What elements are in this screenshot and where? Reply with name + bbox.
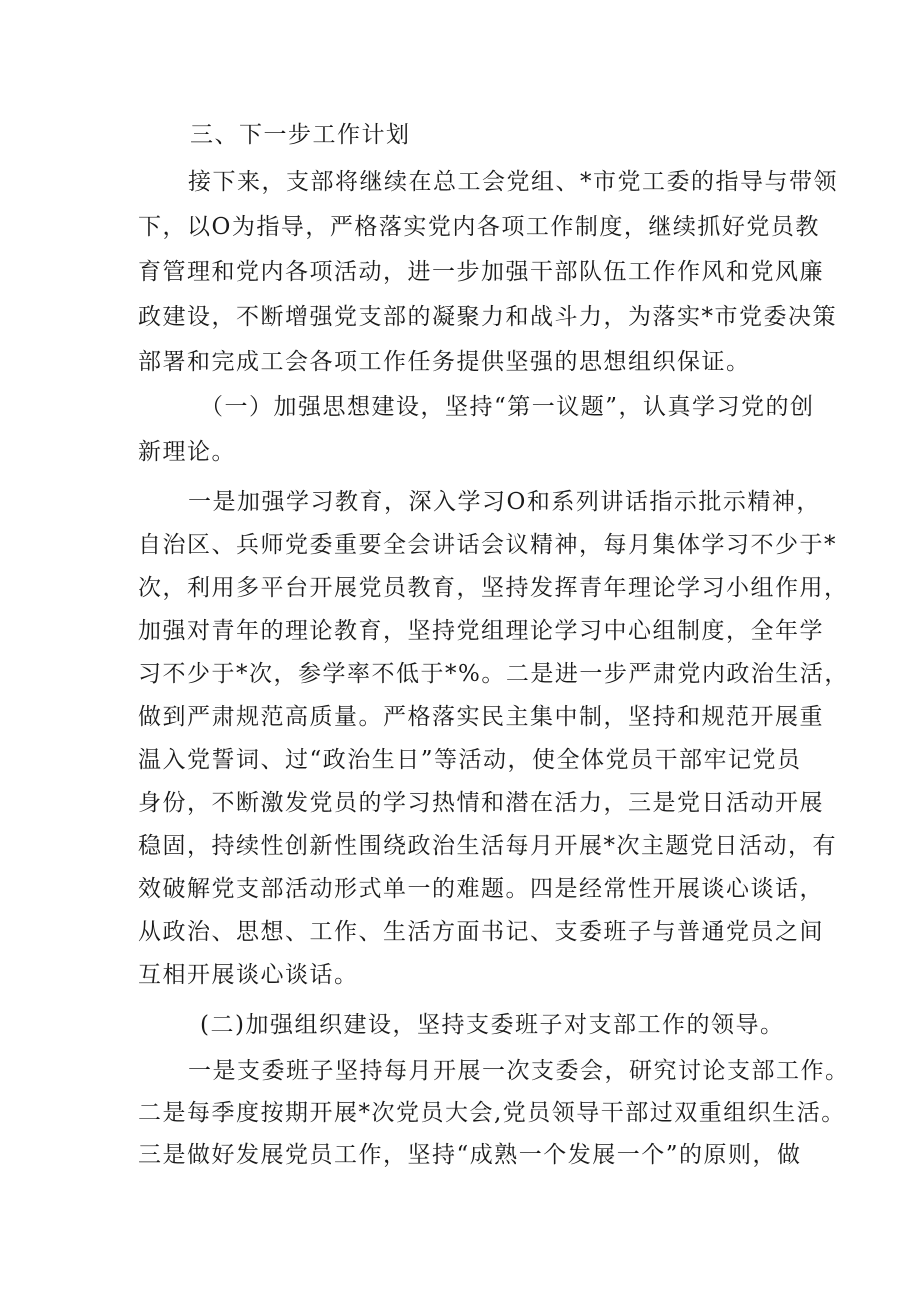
section2-body-line-2: 二是每季度按期开展*次党员大会,党员领导干部过双重组织生活。 <box>138 1100 846 1126</box>
section1-body-line-8: 身份，不断激发党员的学习热情和潜在活力，三是党日活动开展 <box>138 790 824 816</box>
section1-title-line-1: （一）加强思想建设，坚持“第一议题”，认真学习党的创 <box>200 394 815 420</box>
section2-title: (二)加强组织建设，坚持支委班子对支部工作的领导。 <box>200 1012 785 1038</box>
section1-body-line-6: 做到严肃规范高质量。严格落实民主集中制，坚持和规范开展重 <box>138 704 824 730</box>
intro-line-4: 政建设，不断增强党支部的凝聚力和战斗力，为落实*市党委决策 <box>138 304 837 330</box>
section1-body-line-5: 习不少于*次，参学率不低于*%。二是进一步严肃党内政治生活， <box>138 661 849 687</box>
intro-line-1: 接下来，支部将继续在总工会党组、*市党工委的指导与带领 <box>188 169 838 195</box>
intro-line-5: 部署和完成工会各项工作任务提供坚强的思想组织保证。 <box>138 349 751 375</box>
section1-body-line-4: 加强对青年的理论教育，坚持党组理论学习中心组制度，全年学 <box>138 618 824 644</box>
section1-body-line-3: 次，利用多平台开展党员教育，坚持发挥青年理论学习小组作用， <box>138 575 849 601</box>
section1-body-line-1: 一是加强学习教育，深入学习O和系列讲话指示批示精神， <box>188 489 821 515</box>
section1-body-line-7: 温入党誓词、过“政治生日”等活动，使全体党员干部牢记党员 <box>138 747 802 773</box>
section2-body-line-3: 三是做好发展党员工作，坚持“成熟一个发展一个”的原则，做 <box>138 1142 802 1168</box>
intro-line-2: 下，以O为指导，严格落实党内各项工作制度，继续抓好党员教 <box>138 214 820 240</box>
section1-title-line-2: 新理论。 <box>138 439 236 465</box>
section1-body-line-9: 稳固，持续性创新性围绕政治生活每月开展*次主题党日活动，有 <box>138 833 837 859</box>
section2-body-line-1: 一是支委班子坚持每月开展一次支委会，研究讨论支部工作。 <box>188 1058 850 1084</box>
section1-body-line-2: 自治区、兵师党委重要全会讲话会议精神，每月集体学习不少于* <box>138 532 837 558</box>
section1-body-line-11: 从政治、思想、工作、生活方面书记、支委班子与普通党员之间 <box>138 919 824 945</box>
section-heading: 三、下一步工作计划 <box>190 122 411 148</box>
section1-body-line-12: 互相开展谈心谈话。 <box>138 962 359 988</box>
section1-body-line-10: 效破解党支部活动形式单一的难题。四是经常性开展谈心谈话， <box>138 876 824 902</box>
intro-line-3: 育管理和党内各项活动，进一步加强干部队伍工作作风和党风廉 <box>138 259 824 285</box>
